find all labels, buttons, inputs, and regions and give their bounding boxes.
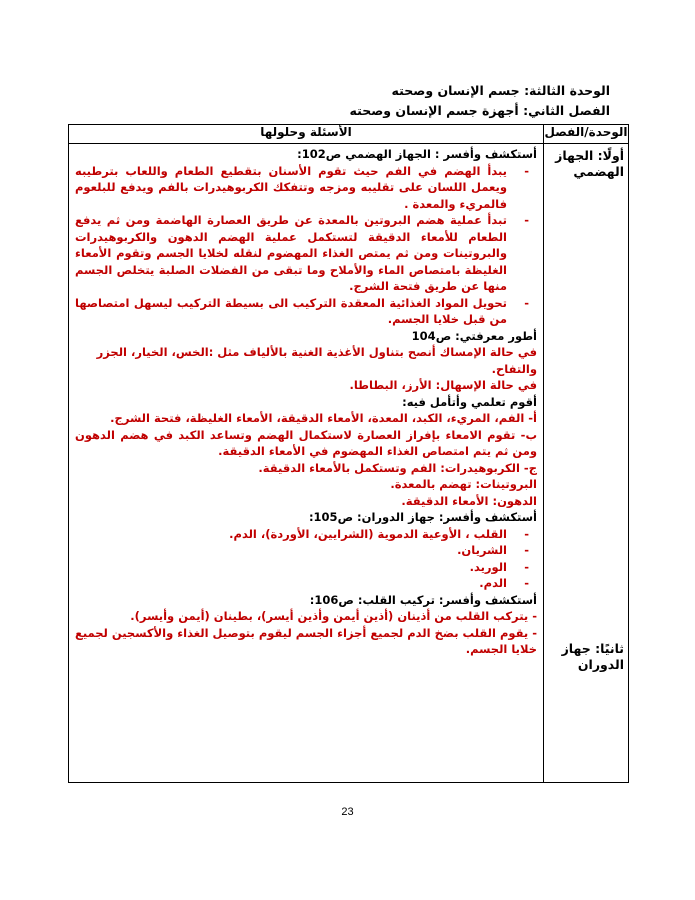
section-title: أستكشف وأفسر: جهاز الدوران: ص105: [308, 510, 537, 524]
answers-content [69, 144, 543, 658]
unit-label: الوحدة الثالثة: [524, 83, 610, 98]
list-item: - تبدأ عملية هضم البروتين بالمعدة عن طريق العصارة الهاضمة ومن ثم يدفع الطعام للأمعاء الدقيقة لتستكمل عملية الهضم الدهون والكربوهيدرات والبروتينات ومن ثم يمتص الغذاء المهضوم لنقله لخلايا الجسم وتقوم الأمعاء الغليظة بامتصاص الماء والأملاح وما تبقى من الفضلات الصلبة يتخلص الجسم منها عن طريق فتحة الشرج. [75, 213, 529, 293]
list-item: - الدم. [479, 576, 529, 590]
column-header-unit: الوحدة/الفصل [544, 125, 629, 144]
table-header-row [69, 125, 629, 144]
page-number: 23 [341, 806, 354, 818]
list-item: - يبدأ الهضم في الفم حيث تقوم الأسنان بتقطيع الطعام واللعاب بترطيبه ويعمل اللسان على تقليبه ومزجه وتتفكك الكربوهيدرات بالفم ويدفع للبلعوم فالمريء والمعدة . [75, 163, 529, 211]
answer-line: في حالة الإسهال: الأرز، البطاطا. [349, 378, 537, 392]
answer-line: ج- الكربوهيدرات: الفم وتستكمل بالأمعاء الدقيقة. [258, 460, 537, 475]
column-header-questions: الأسئلة وحلولها [69, 125, 544, 144]
list-item: - القلب ، الأوعية الدموية (الشرايين، الأوردة)، الدم. [229, 526, 529, 541]
chapter-value: أجهزة جسم الإنسان وصحته [349, 103, 519, 118]
answer-line: البروتينات: تهضم بالمعدة. [390, 477, 537, 491]
answer-line: أ- الفم، المريء، الكبد، المعدة، الأمعاء الدقيقة، الأمعاء الغليظة، فتحة الشرج. [110, 411, 537, 425]
answer-line: الدهون: الأمعاء الدقيقة. [401, 493, 537, 508]
unit-column [544, 144, 629, 783]
table-body-row [69, 144, 629, 783]
unit-circulatory: ثانيًا: جهاز الدوران [561, 641, 624, 672]
list-item: - الوريد. [469, 559, 529, 574]
questions-table [68, 124, 629, 783]
section-title: أستكشف وأفسر : الجهاز الهضمي ص102: [297, 147, 537, 161]
unit-digestive: أولًا: الجهاز الهضمي [555, 148, 624, 179]
section-title: أقوم تعلمي وأتأمل فيه: [402, 394, 537, 409]
chapter-label: الفصل الثاني: [523, 103, 610, 118]
unit-heading [392, 83, 610, 98]
answer-line: - يقوم القلب بضخ الدم لجميع أجزاء الجسم ليقوم بتوصيل الغذاء والأكسجين لجميع خلايا الجسم. [75, 625, 537, 656]
unit-value: جسم الإنسان وصحته [391, 83, 520, 98]
answers-column [69, 144, 544, 783]
section-title: أستكشف وأفسر: تركيب القلب: ص106: [309, 592, 537, 607]
answer-line: في حالة الإمساك أنصح بتناول الأغذية الغنية بالألياف مثل :الخس، الخيار، الجزر والتفاح. [96, 345, 537, 376]
chapter-heading [350, 103, 610, 118]
answer-line: ب- تقوم الامعاء بإفراز العصارة لاستكمال الهضم وتساعد الكبد في هضم الدهون ومن ثم يتم امتصاص الغذاء المهضوم في الأمعاء الدقيقة. [75, 427, 537, 458]
answer-line: - يتركب القلب من أذينان (أذين أيمن وأذين أيسر)، بطينان (أيمن وأيسر). [130, 609, 537, 623]
list-item: - تحويل المواد الغذائية المعقدة التركيب الى بسيطة التركيب ليسهل امتصاصها من قبل خلايا الجسم. [75, 295, 529, 326]
list-item: - الشريان. [457, 543, 529, 557]
section-title: أطور معرفتي: ص104 [411, 328, 537, 343]
